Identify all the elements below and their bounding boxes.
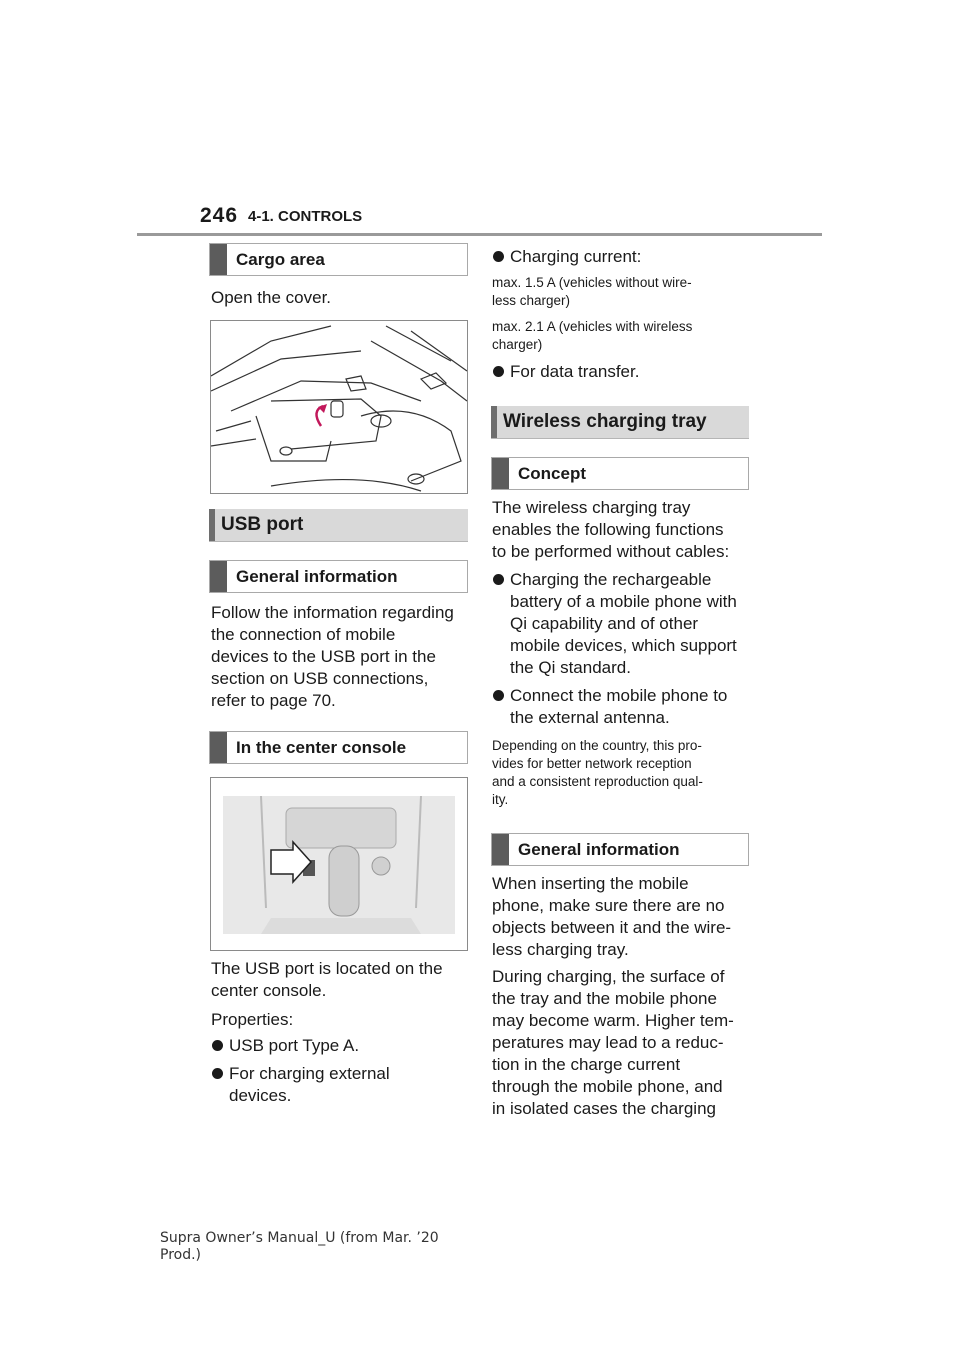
insertion-paragraph: [492, 873, 731, 961]
cargo-area-heading: [209, 243, 468, 276]
line: Depending on the country, this pro-: [492, 738, 702, 753]
usb-port-heading: [209, 509, 468, 542]
bullet-charging-external: [211, 1063, 390, 1107]
page-number: 246: [200, 204, 239, 227]
current-note-1: [492, 274, 692, 310]
line: phone, make sure there are no: [492, 896, 725, 915]
line: For data transfer.: [510, 362, 640, 381]
line: to be performed without cables:: [492, 542, 730, 561]
line: The USB port is located on the: [211, 959, 443, 978]
line: Connect the mobile phone to: [510, 686, 728, 705]
line: the connection of mobile: [211, 625, 396, 644]
line: When inserting the mobile: [492, 874, 689, 893]
line: refer to page 70.: [211, 691, 336, 710]
line: section on USB connections,: [211, 669, 429, 688]
heading-label: In the center console: [236, 737, 407, 757]
current-note-2: [492, 318, 692, 354]
line: and a consistent reproduction qual-: [492, 774, 703, 789]
line: USB port Type A.: [229, 1036, 360, 1055]
line: tion in the charge current: [492, 1055, 681, 1074]
heading-label: General information: [236, 566, 398, 586]
line: ity.: [492, 792, 509, 807]
heading-label: Concept: [518, 463, 586, 483]
bullet-data-transfer: [492, 361, 639, 383]
general-info-paragraph: [211, 602, 454, 712]
properties-label: Properties:: [211, 1010, 294, 1029]
heading-label: General information: [518, 839, 680, 859]
bullet-external-antenna: [492, 685, 727, 729]
line: Qi capability and of other: [510, 614, 699, 633]
line: through the mobile phone, and: [492, 1077, 723, 1096]
heading-label: USB port: [221, 514, 304, 535]
line: For charging external: [229, 1064, 390, 1083]
line: the external antenna.: [510, 708, 670, 727]
general-information-heading-right: [491, 833, 749, 866]
line: Supra Owner’s Manual_U (from Mar. ’20: [160, 1230, 439, 1246]
concept-heading: [491, 457, 749, 490]
line: mobile devices, which support: [510, 636, 737, 655]
line: may become warm. Higher tem-: [492, 1011, 734, 1030]
center-console-illustration: [210, 777, 468, 951]
line: devices.: [229, 1086, 292, 1105]
charging-warmth-paragraph: [492, 966, 734, 1120]
line: in isolated cases the charging: [492, 1099, 716, 1118]
line: max. 1.5 A (vehicles without wire-: [492, 275, 692, 290]
line: less charging tray.: [492, 940, 629, 959]
line: enables the following functions: [492, 520, 724, 539]
line: The wireless charging tray: [492, 498, 691, 517]
general-information-heading-left: [209, 560, 468, 593]
line: Prod.): [160, 1247, 202, 1263]
line: center console.: [211, 981, 327, 1000]
line: Follow the information regarding: [211, 603, 454, 622]
line: objects between it and the wire-: [492, 918, 732, 937]
line: less charger): [492, 293, 571, 308]
line: Charging current:: [510, 247, 642, 266]
center-console-drawing: [211, 778, 467, 950]
footer-manual-title: [160, 1230, 439, 1264]
line: Charging the rechargeable: [510, 570, 712, 589]
section-title: 4-1. CONTROLS: [248, 208, 363, 225]
line: During charging, the surface of: [492, 967, 725, 986]
heading-label: Wireless charging tray: [503, 411, 707, 432]
line: max. 2.1 A (vehicles with wireless: [492, 319, 693, 334]
wireless-charging-heading: [491, 406, 749, 439]
heading-label: Cargo area: [236, 249, 325, 269]
bullet-charging-battery: [492, 569, 737, 679]
bullet-usb-type: [211, 1035, 359, 1057]
console-paragraph: [211, 958, 443, 1002]
line: peratures may lead to a reduc-: [492, 1033, 724, 1052]
center-console-heading: [209, 731, 468, 764]
concept-paragraph: [492, 497, 729, 563]
country-note: [492, 737, 703, 809]
line: battery of a mobile phone with: [510, 592, 737, 611]
line: charger): [492, 337, 543, 352]
line: the tray and the mobile phone: [492, 989, 717, 1008]
line: vides for better network reception: [492, 756, 692, 771]
bullet-charging-current: [492, 246, 641, 268]
line: devices to the USB port in the: [211, 647, 436, 666]
cargo-area-drawing: [211, 321, 467, 493]
cargo-area-illustration: [210, 320, 468, 494]
line: the Qi standard.: [510, 658, 631, 677]
header-rule: [137, 233, 822, 236]
cargo-text: Open the cover.: [211, 288, 332, 307]
